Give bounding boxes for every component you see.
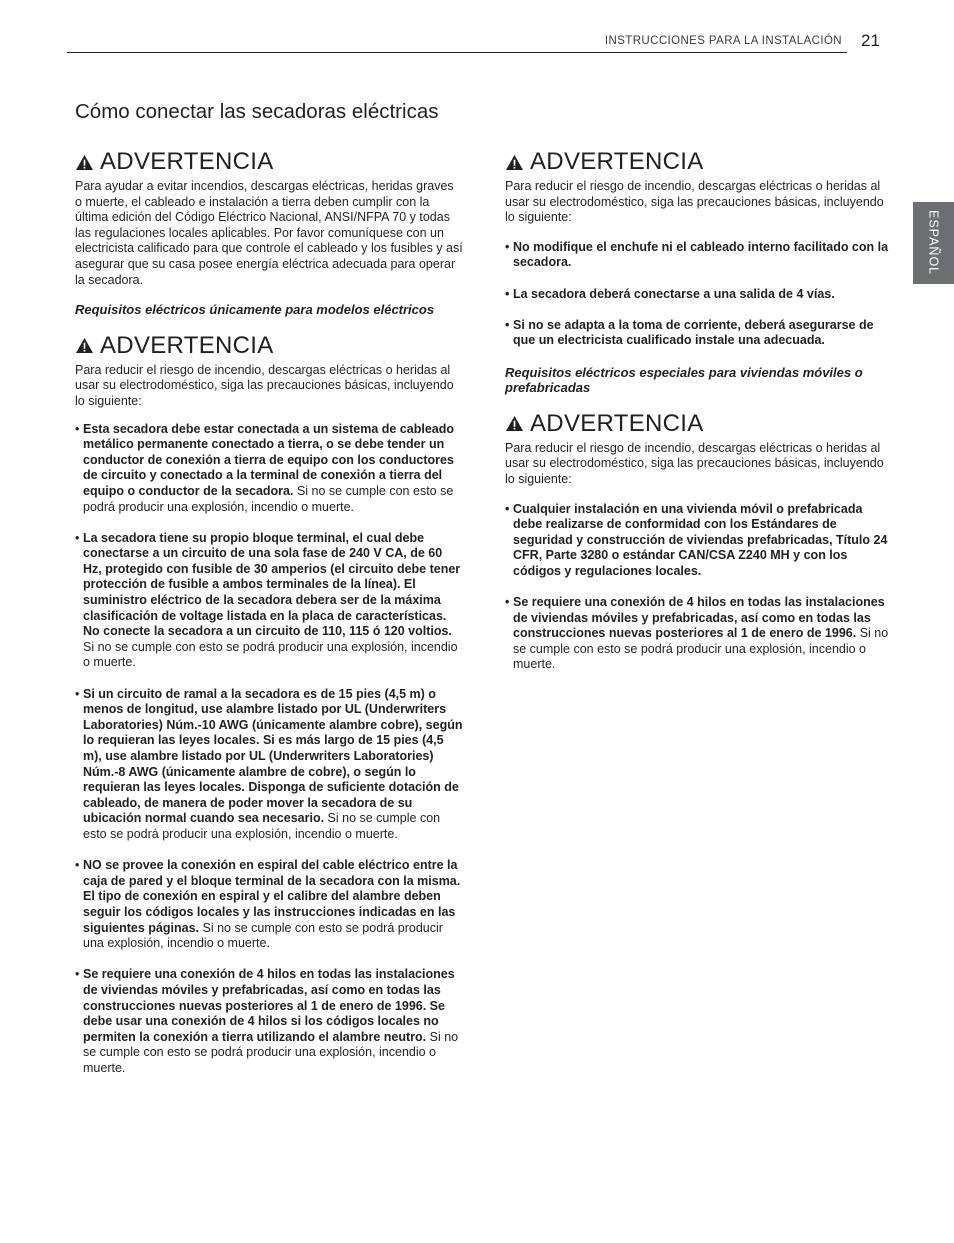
left-column [75, 148, 463, 1092]
warning-intro: Para reducir el riesgo de incendio, descargas eléctricas o heridas al usar su electrodoméstico, siga las precauciones básicas, incluyendo lo siguiente: [505, 179, 884, 225]
list-item [505, 595, 890, 673]
list-item [75, 687, 463, 843]
bullet-text: Si no se cumple con esto se podrá producir una explosión, incendio o muerte. [513, 626, 889, 672]
list-item: • No modifique el enchufe ni el cableado interno facilitado con la secadora. [505, 240, 890, 271]
bullet-bold: La secadora tiene su propio bloque terminal, el cual debe conectarse a un circuito de una sola fase de 240 V CA, de 60 Hz, protegido con fusible de 30 amperios (el circuito debe tener protección de fusible a ambos terminales de la línea). El suministro eléctrico de la secadora debera ser de la máxima clasificación de voltage listada en la placa de características. No conecte la secadora a un circuito de 110, 115 ó 120 voltios. [83, 530, 461, 639]
bullet-text: Si no se cumple con esto se podrá producir una explosión, incendio o muerte. [83, 920, 443, 951]
right-column [505, 148, 890, 689]
bullet-bold: Esta secadora debe estar conectada a un sistema de cableado metálico permanente conectado a tierra, o se debe tender un conductor de conexión a tierra de equipo con los conductores de circuito y conectado a la terminal de conexión a tierra del equipo o conductor de la secadora. [83, 421, 454, 498]
warning-heading [75, 148, 463, 176]
list-item [505, 502, 890, 580]
list-item: • Si no se adapta a la toma de corriente, deberá asegurarse de que un electricista cualificado instale una adecuada. [505, 318, 890, 349]
warning-title: ADVERTENCIA [100, 331, 274, 359]
list-item [75, 967, 463, 1076]
warning-triangle-icon [75, 337, 94, 354]
bullet-text: Si no se cumple con esto se podrá producir una explosión, incendio o muerte. [83, 483, 454, 514]
section-title: Cómo conectar las secadoras eléctricas [75, 100, 439, 123]
bullet-bold: Se requiere una conexión de 4 hilos en todas las instalaciones de viviendas móviles y prefabricadas, así como en todas las construcciones nuevas posteriores al 1 de enero de 1996. Se debe usar una conexión de 4 hilos si los códigos locales no permiten la conexión a tierra utilizando el alambre neutro. [83, 967, 455, 1044]
language-tab: ESPAÑOL [913, 202, 954, 284]
list-item: • La secadora deberá conectarse a una salida de 4 vías. [505, 287, 890, 303]
bullet-text: Si no se cumple con esto se podrá producir una explosión, incendio o muerte. [83, 811, 441, 841]
list-item [75, 422, 463, 516]
warning-title: ADVERTENCIA [100, 148, 274, 176]
bullet-text: Si no se cumple con esto se podrá producir una explosión, incendio o muerte. [83, 639, 458, 670]
list-item [75, 858, 463, 952]
warning-triangle-icon [75, 154, 94, 171]
warning-intro: Para reducir el riesgo de incendio, descargas eléctricas o heridas al usar su electrodoméstico, siga las precauciones básicas, incluyendo lo siguiente: [505, 440, 884, 486]
header-section-title: INSTRUCCIONES PARA LA INSTALACIÓN [604, 35, 842, 47]
bullet-bold: NO se provee la conexión en espiral del cable eléctrico entre la caja de pared y el bloque terminal de la secadora con la misma. El tipo de conexión en espiral y el calibre del alambre deben seguir los códigos locales y las instrucciones indicadas en las siguientes páginas. [83, 858, 461, 935]
list-item [75, 531, 463, 671]
page-number: 21 [861, 31, 880, 50]
warning-heading [505, 148, 890, 176]
subheading: Requisitos eléctricos únicamente para modelos eléctricos [75, 302, 435, 318]
warning-heading [75, 332, 463, 360]
warning-triangle-icon [505, 415, 524, 432]
bullet-bold: Cualquier instalación en una vivienda móvil o prefabricada debe realizarse de conformidad con los Estándares de seguridad y construcción de viviendas prefabricadas, Título 24 CFR, Parte 3280 o estándar CAN/CSA Z240 MH y con los códigos y regulaciones locales. [513, 501, 888, 578]
subheading: Requisitos eléctricos especiales para viviendas móviles o prefabricadas [505, 364, 863, 396]
header-rule [67, 52, 847, 53]
warning-heading [505, 410, 890, 438]
warning-triangle-icon [505, 154, 524, 171]
warning-intro: Para reducir el riesgo de incendio, descargas eléctricas o heridas al usar su electrodoméstico, siga las precauciones básicas, incluyendo lo siguiente: [75, 362, 454, 408]
warning-title: ADVERTENCIA [530, 409, 704, 437]
bullet-text: Si no se cumple con esto se podrá producir una explosión, incendio o muerte. [83, 1029, 459, 1075]
warning-title: ADVERTENCIA [530, 148, 704, 176]
bullet-bold: Se requiere una conexión de 4 hilos en todas las instalaciones de viviendas móviles y prefabricadas, así como en todas las construcciones nuevas posteriores al 1 de enero de 1996. [513, 595, 885, 641]
warning-text: Para ayudar a evitar incendios, descargas eléctricas, heridas graves o muerte, el cableado e instalación a tierra deben cumplir con la última edición del Código Eléctrico Nacional, ANSI/NFPA 70 y todas las regulaciones locales aplicables. Por favor comuníquese con un electricista calificado para que controle el cableado y los fusibles y así asegurar que su casa posee energía eléctrica adecuada para operar la secadora. [75, 179, 463, 287]
bullet-bold: Si un circuito de ramal a la secadora es de 15 pies (4,5 m) o menos de longitud, use alambre listado por UL (Underwriters Laboratories) Núm.-10 AWG (únicamente alambre cobre), según lo requieran las leyes locales. Si es más largo de 15 pies (4,5 m), use alambre listado por UL (Underwriters Laboratories) Núm.-8 AWG (únicamente alambre de cobre), o según lo requieran las leyes locales. Disponga de suficiente dotación de cableado, de manera de poder mover la secadora de su ubicación normal cuando sea necesario. [83, 686, 463, 826]
